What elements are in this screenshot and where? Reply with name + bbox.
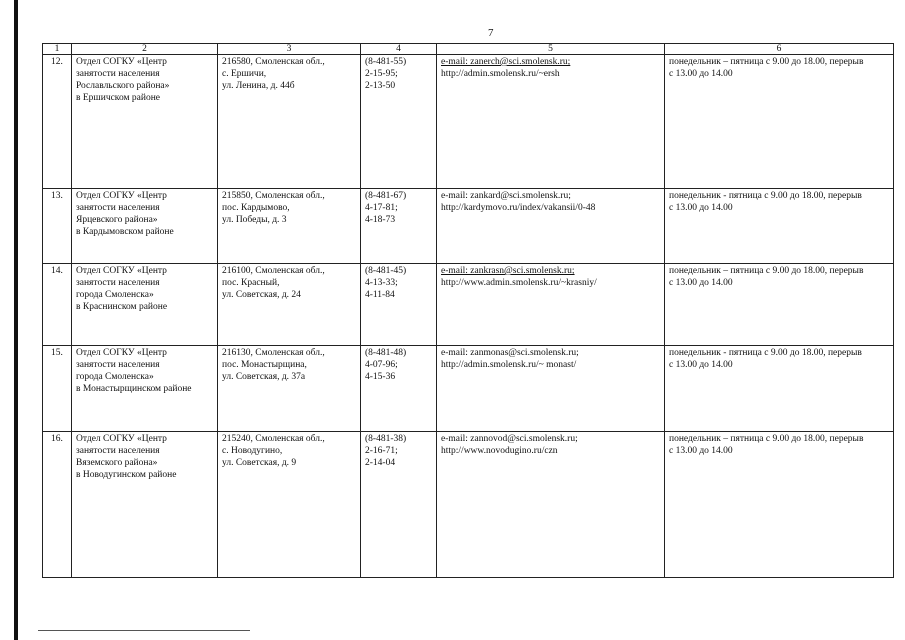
- office-name-line: в Монастырщинском районе: [76, 384, 192, 394]
- office-name-line: Ярцевского района»: [76, 215, 158, 225]
- office-name-line: Отдел СОГКУ «Центр: [76, 434, 167, 444]
- office-name-line: в Кардымовском районе: [76, 227, 174, 237]
- row-number: 13.: [43, 189, 72, 264]
- office-name-cell: [72, 346, 218, 432]
- table-row: [43, 346, 894, 432]
- hours-line: с 13.00 до 14.00: [669, 360, 733, 370]
- email-link[interactable]: e-mail: zanmonas@sci.smolensk.ru;: [441, 348, 579, 358]
- email-link[interactable]: e-mail: zannovod@sci.smolensk.ru;: [441, 434, 578, 444]
- column-header: 5: [437, 44, 665, 55]
- contact-cell: [437, 264, 665, 346]
- address-line: пос. Кардымово,: [222, 203, 290, 213]
- hours-cell: [665, 55, 894, 189]
- phone-cell: [361, 189, 437, 264]
- row-number: 12.: [43, 55, 72, 189]
- website-link[interactable]: http://www.novodugino.ru/czn: [441, 446, 558, 456]
- address-line: 216580, Смоленская обл.,: [222, 57, 325, 67]
- phone-line: (8-481-48): [365, 348, 407, 358]
- office-name-line: Отдел СОГКУ «Центр: [76, 191, 167, 201]
- column-header: 2: [72, 44, 218, 55]
- address-cell: [218, 346, 361, 432]
- website-link[interactable]: http://kardymovo.ru/index/vakansii/0-48: [441, 203, 596, 213]
- table-header-row: [43, 44, 894, 55]
- employment-offices-table: [42, 43, 894, 578]
- address-line: 216130, Смоленская обл.,: [222, 348, 325, 358]
- table-row: [43, 55, 894, 189]
- phone-line: 4-13-33;: [365, 278, 398, 288]
- hours-line: понедельник – пятница с 9.00 до 18.00, перерыв: [669, 266, 864, 276]
- office-name-line: занятости населения: [76, 278, 160, 288]
- office-name-cell: [72, 55, 218, 189]
- website-link[interactable]: http://admin.smolensk.ru/~ monast/: [441, 360, 577, 370]
- phone-line: (8-481-67): [365, 191, 407, 201]
- address-line: пос. Монастырщина,: [222, 360, 307, 370]
- phone-cell: [361, 55, 437, 189]
- website-link[interactable]: http://www.admin.smolensk.ru/~krasniy/: [441, 278, 597, 288]
- phone-line: 2-15-95;: [365, 69, 398, 79]
- column-header: 1: [43, 44, 72, 55]
- address-cell: [218, 432, 361, 578]
- hours-line: понедельник - пятница с 9.00 до 18.00, перерыв: [669, 348, 862, 358]
- phone-cell: [361, 264, 437, 346]
- hours-line: понедельник – пятница с 9.00 до 18.00, перерыв: [669, 434, 864, 444]
- office-name-line: Отдел СОГКУ «Центр: [76, 266, 167, 276]
- hours-cell: [665, 432, 894, 578]
- office-name-cell: [72, 189, 218, 264]
- office-name-line: в Ершичском районе: [76, 93, 160, 103]
- footnote-divider: [38, 630, 250, 631]
- contact-cell: [437, 189, 665, 264]
- address-line: ул. Советская, д. 24: [222, 290, 301, 300]
- phone-line: (8-481-55): [365, 57, 407, 67]
- hours-cell: [665, 264, 894, 346]
- hours-cell: [665, 346, 894, 432]
- office-name-line: в Новодугинском районе: [76, 470, 177, 480]
- office-name-cell: [72, 264, 218, 346]
- email-link[interactable]: e-mail: zankrasn@sci.smolensk.ru;: [441, 266, 575, 276]
- address-cell: [218, 189, 361, 264]
- office-name-line: города Смоленска»: [76, 290, 154, 300]
- contact-cell: [437, 346, 665, 432]
- phone-line: 2-13-50: [365, 81, 396, 91]
- office-name-line: Вяземского района»: [76, 458, 158, 468]
- address-line: с. Новодугино,: [222, 446, 283, 456]
- phone-line: 4-07-96;: [365, 360, 398, 370]
- address-cell: [218, 55, 361, 189]
- row-number: 14.: [43, 264, 72, 346]
- column-header: 4: [361, 44, 437, 55]
- phone-cell: [361, 346, 437, 432]
- address-line: ул. Советская, д. 37а: [222, 372, 306, 382]
- email-link[interactable]: e-mail: zanerch@sci.smolensk.ru;: [441, 57, 571, 67]
- address-line: 215850, Смоленская обл.,: [222, 191, 325, 201]
- page-number: 7: [488, 27, 494, 39]
- column-header: 3: [218, 44, 361, 55]
- hours-line: с 13.00 до 14.00: [669, 278, 733, 288]
- phone-line: (8-481-45): [365, 266, 407, 276]
- phone-line: 2-16-71;: [365, 446, 398, 456]
- address-line: с. Ершичи,: [222, 69, 267, 79]
- email-link[interactable]: e-mail: zankard@sci.smolensk.ru;: [441, 191, 571, 201]
- phone-line: 4-11-84: [365, 290, 395, 300]
- phone-line: 4-18-73: [365, 215, 396, 225]
- hours-line: с 13.00 до 14.00: [669, 446, 733, 456]
- contact-cell: [437, 432, 665, 578]
- office-name-line: занятости населения: [76, 360, 160, 370]
- phone-line: 2-14-04: [365, 458, 396, 468]
- hours-line: с 13.00 до 14.00: [669, 203, 733, 213]
- hours-line: понедельник - пятница с 9.00 до 18.00, перерыв: [669, 191, 862, 201]
- table-row: [43, 264, 894, 346]
- address-line: ул. Победы, д. 3: [222, 215, 287, 225]
- office-name-line: занятости населения: [76, 69, 160, 79]
- table-row: [43, 189, 894, 264]
- phone-line: (8-481-38): [365, 434, 407, 444]
- hours-line: с 13.00 до 14.00: [669, 69, 733, 79]
- office-name-cell: [72, 432, 218, 578]
- column-header: 6: [665, 44, 894, 55]
- address-line: 215240, Смоленская обл.,: [222, 434, 325, 444]
- address-line: 216100, Смоленская обл.,: [222, 266, 325, 276]
- office-name-line: Отдел СОГКУ «Центр: [76, 57, 167, 67]
- office-name-line: Рославльского района»: [76, 81, 170, 91]
- office-name-line: занятости населения: [76, 446, 160, 456]
- row-number: 15.: [43, 346, 72, 432]
- hours-cell: [665, 189, 894, 264]
- address-line: пос. Красный,: [222, 278, 280, 288]
- contact-cell: [437, 55, 665, 189]
- table-row: [43, 432, 894, 578]
- office-name-line: города Смоленска»: [76, 372, 154, 382]
- website-link[interactable]: http://admin.smolensk.ru/~ersh: [441, 69, 560, 79]
- phone-line: 4-17-81;: [365, 203, 398, 213]
- office-name-line: Отдел СОГКУ «Центр: [76, 348, 167, 358]
- row-number: 16.: [43, 432, 72, 578]
- phone-line: 4-15-36: [365, 372, 396, 382]
- address-line: ул. Советская, д. 9: [222, 458, 297, 468]
- address-cell: [218, 264, 361, 346]
- left-margin-bar: [14, 0, 18, 640]
- address-line: ул. Ленина, д. 44б: [222, 81, 295, 91]
- hours-line: понедельник – пятница с 9.00 до 18.00, перерыв: [669, 57, 864, 67]
- office-name-line: занятости населения: [76, 203, 160, 213]
- phone-cell: [361, 432, 437, 578]
- office-name-line: в Краснинском районе: [76, 302, 168, 312]
